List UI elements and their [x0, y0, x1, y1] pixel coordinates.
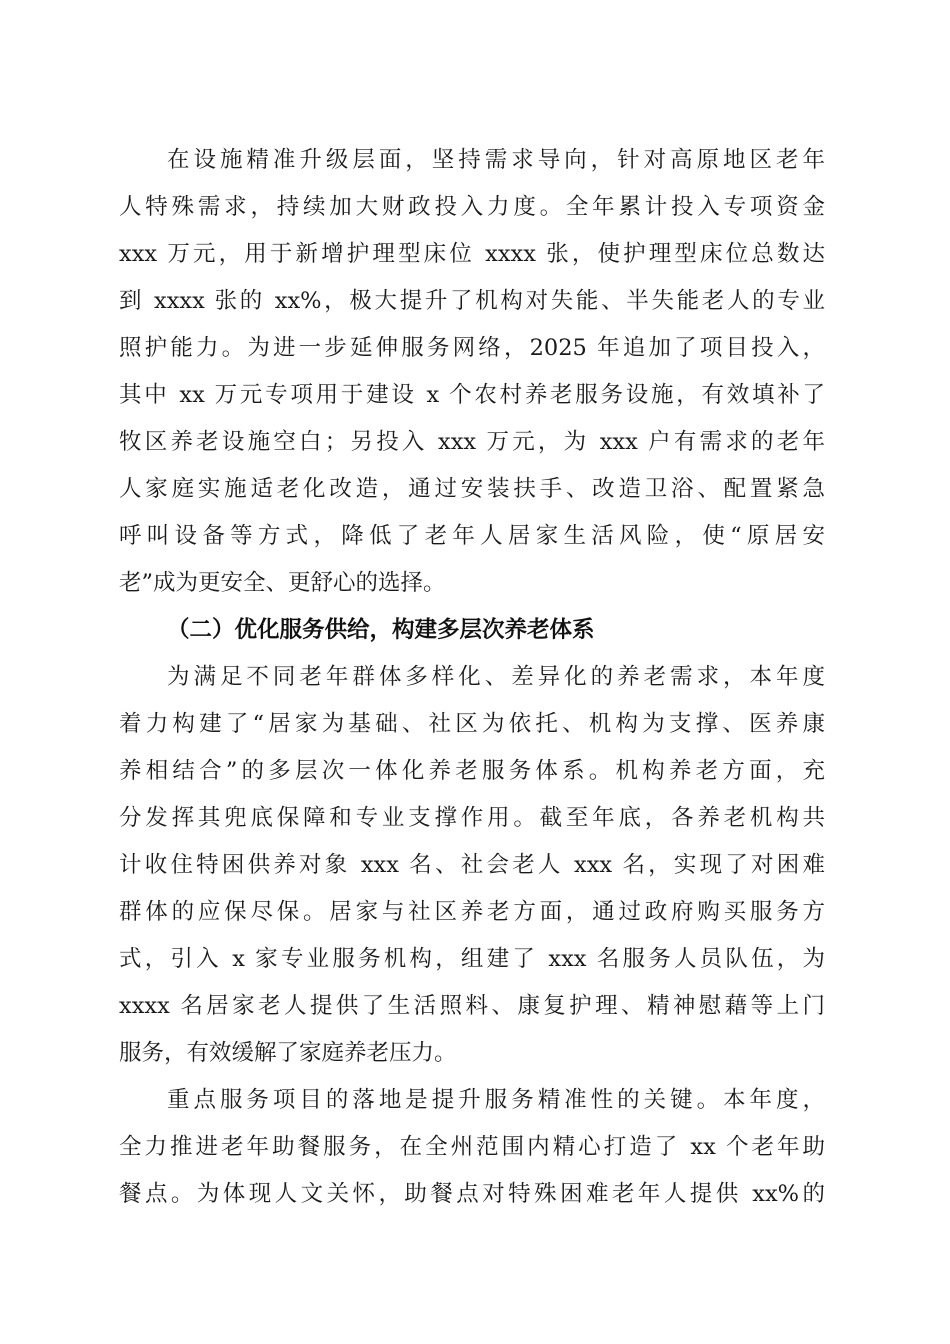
paragraph-3-line-2: 全力推进老年助餐服务，在全州范围内精心打造了 xx 个老年助: [119, 1134, 825, 1160]
paragraph-2-line-2: 着力构建了“居家为基础、社区为依托、机构为支撑、医养康: [119, 711, 825, 737]
paragraph-1-line-2: 人特殊需求，持续加大财政投入力度。全年累计投入专项资金: [119, 194, 825, 220]
paragraph-1-line-10: 老”成为更安全、更舒心的选择。: [119, 570, 446, 596]
paragraph-1-line-3: xxx 万元，用于新增护理型床位 xxxx 张，使护理型床位总数达: [119, 241, 825, 267]
paragraph-2-line-3: 养相结合”的多层次一体化养老服务体系。机构养老方面，充: [119, 758, 825, 784]
paragraph-2-line-1: 为满足不同老年群体多样化、差异化的养老需求，本年度: [167, 664, 825, 690]
paragraph-1-line-9: 呼叫设备等方式，降低了老年人居家生活风险，使“原居安: [119, 523, 825, 549]
paragraph-1-line-4: 到 xxxx 张的 xx%，极大提升了机构对失能、半失能老人的专业: [119, 288, 825, 314]
paragraph-1-line-5: 照护能力。为进一步延伸服务网络，2025 年追加了项目投入，: [119, 335, 825, 361]
paragraph-2-line-5: 计收住特困供养对象 xxx 名、社会老人 xxx 名，实现了对困难: [119, 852, 825, 878]
paragraph-2-line-7: 式，引入 x 家专业服务机构，组建了 xxx 名服务人员队伍，为: [119, 946, 825, 972]
paragraph-1-line-8: 人家庭实施适老化改造，通过安装扶手、改造卫浴、配置紧急: [119, 476, 825, 502]
paragraph-1-line-7: 牧区养老设施空白；另投入 xxx 万元，为 xxx 户有需求的老年: [119, 429, 825, 455]
section-heading: （二）优化服务供给，构建多层次养老体系: [167, 617, 595, 643]
paragraph-3-line-3: 餐点。为体现人文关怀，助餐点对特殊困难老年人提供 xx%的: [119, 1181, 825, 1207]
paragraph-2-line-9: 服务，有效缓解了家庭养老压力。: [119, 1040, 457, 1066]
paragraph-2-line-6: 群体的应保尽保。居家与社区养老方面，通过政府购买服务方: [119, 899, 825, 925]
paragraph-3-line-1: 重点服务项目的落地是提升服务精准性的关键。本年度，: [167, 1087, 825, 1113]
paragraph-2-line-8: xxxx 名居家老人提供了生活照料、康复护理、精神慰藉等上门: [119, 993, 825, 1019]
paragraph-1-line-1: 在设施精准升级层面，坚持需求导向，针对高原地区老年: [167, 147, 825, 173]
paragraph-2-line-4: 分发挥其兜底保障和专业支撑作用。截至年底，各养老机构共: [119, 805, 825, 831]
paragraph-1-line-6: 其中 xx 万元专项用于建设 x 个农村养老服务设施，有效填补了: [119, 382, 825, 408]
